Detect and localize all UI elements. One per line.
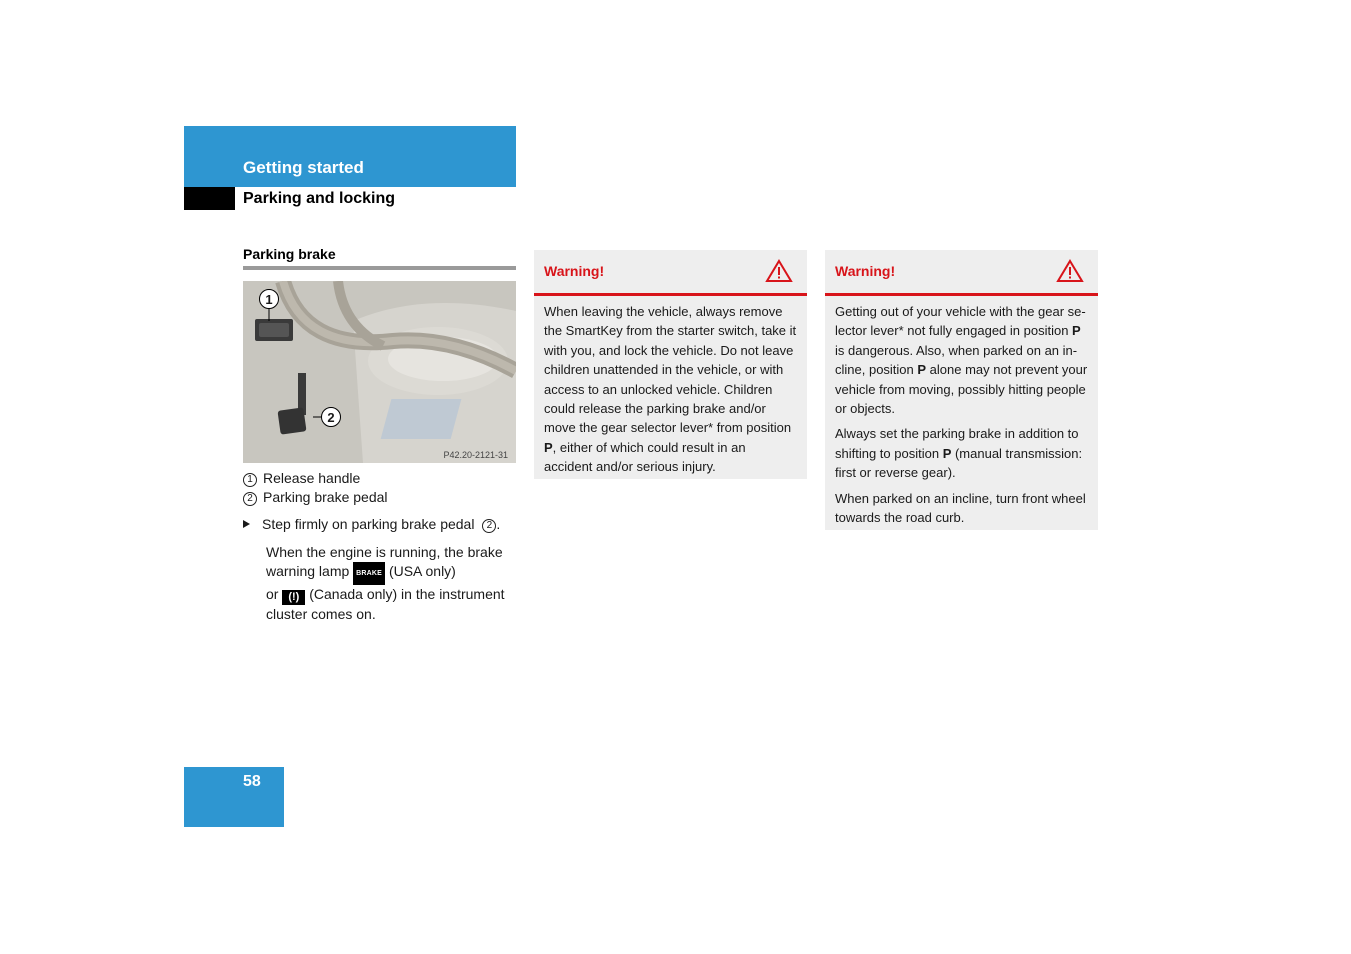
- gear-p: P: [1072, 323, 1081, 339]
- brake-lamp-paragraph: [266, 543, 521, 624]
- warning-text: is dangerous. Also, when parked on an in-cline, position: [835, 342, 1078, 378]
- warning-triangle-icon: [765, 259, 793, 283]
- car-interior-drawing: [243, 281, 516, 463]
- warning-header: [825, 250, 1098, 296]
- figure-code: P42.20-2121-31: [443, 450, 508, 460]
- parking-brake-heading: Parking brake: [243, 246, 336, 262]
- warning-text: alone may not prevent your vehicle from moving, possibly hitting people or objects.: [835, 362, 1088, 417]
- brake-lamp-canada-icon: (!): [282, 590, 305, 605]
- warning-title: Warning!: [835, 263, 896, 279]
- warning-text: When leaving the vehicle, always remove the SmartKey from the starter switch, take it with you, and lock the vehicle. Do not leave children unattended in the vehicle, or with access to an unlocked vehicle. Children could release the parking brake and/or move the gear selector lever* from position: [544, 304, 797, 436]
- gear-p: P: [544, 439, 553, 455]
- warning-text: Getting out of your vehicle with the gear se-lector lever* not fully engaged in position: [835, 304, 1086, 339]
- legend-item-1: [243, 470, 360, 487]
- para-text-2: (USA only): [388, 563, 456, 579]
- warning-body: [534, 296, 807, 489]
- warning-triangle-icon: [1056, 259, 1084, 283]
- warning-body: [825, 296, 1098, 539]
- gear-p: P: [942, 445, 952, 461]
- warning-text: , either of which could result in an accident and/or serious injury.: [544, 439, 746, 475]
- legend-item-2: [243, 489, 388, 506]
- parking-brake-illustration: [243, 281, 516, 463]
- step-ref: 2: [482, 519, 496, 533]
- chapter-title: Getting started: [243, 158, 364, 177]
- brake-lamp-usa-icon: BRAKE: [353, 562, 385, 585]
- warning-text: (manual transmission: first or reverse gear).: [835, 445, 1083, 481]
- gear-p: P: [917, 362, 927, 378]
- legend-number: 2: [243, 492, 257, 506]
- step-text: Step firmly on parking brake pedal: [262, 516, 475, 532]
- warning-header: [534, 250, 807, 296]
- instruction-step: [243, 516, 523, 533]
- legend-label: Parking brake pedal: [263, 489, 388, 505]
- warning-text: Always set the parking brake in addition to shifting to position: [835, 426, 1079, 461]
- callout-2: 2: [321, 407, 341, 427]
- para-text-4: (Canada only) in the instrument cluster comes on.: [266, 586, 505, 622]
- section-subtitle: Parking and locking: [243, 190, 396, 207]
- heading-rule: [243, 266, 516, 270]
- para-text-1: When the engine is running, the brake warning lamp: [266, 544, 503, 579]
- page-number-box: [184, 767, 284, 827]
- warning-text: When parked on an incline, turn front wheel towards the road curb.: [835, 490, 1086, 526]
- para-text-3: or: [266, 586, 279, 602]
- step-end: .: [496, 516, 501, 532]
- warning-box-1: [534, 250, 807, 479]
- legend-label: Release handle: [263, 470, 361, 486]
- header-marker: [184, 187, 235, 210]
- step-arrow-icon: [243, 520, 250, 528]
- page-number: 58: [243, 773, 261, 790]
- callout-1: 1: [259, 289, 279, 309]
- legend-number: 1: [243, 473, 257, 487]
- warning-title: Warning!: [544, 263, 605, 279]
- warning-box-2: [825, 250, 1098, 530]
